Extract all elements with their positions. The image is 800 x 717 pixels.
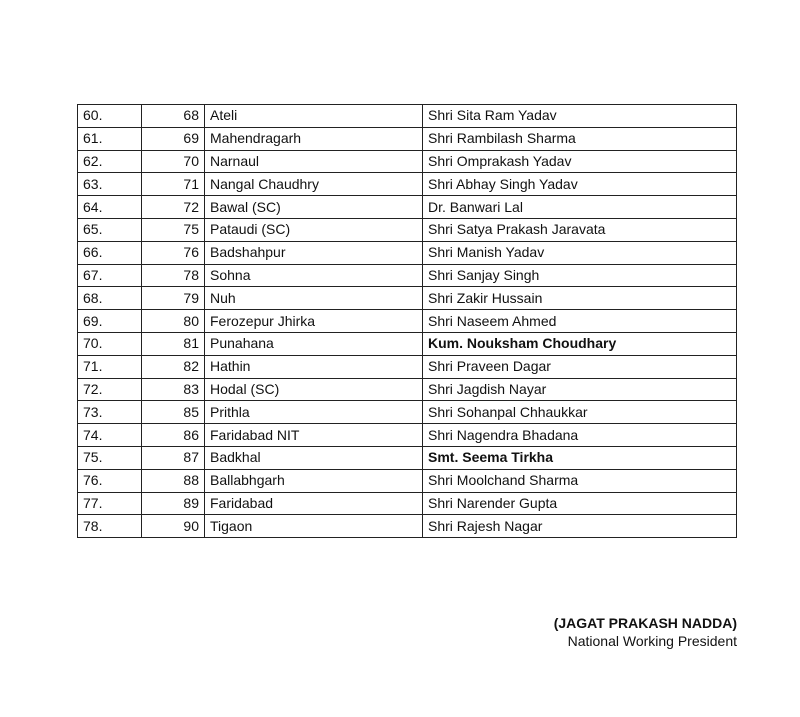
candidate-name: Shri Nagendra Bhadana: [423, 424, 737, 447]
constituency-number: 82: [142, 355, 205, 378]
table-row: [78, 355, 737, 378]
table-row: [78, 469, 737, 492]
candidate-name: Shri Moolchand Sharma: [423, 469, 737, 492]
constituency-name: Narnaul: [205, 150, 423, 173]
serial-number: 74.: [78, 424, 142, 447]
constituency-name: Bawal (SC): [205, 196, 423, 219]
serial-number: 78.: [78, 515, 142, 538]
constituency-name: Sohna: [205, 264, 423, 287]
constituency-name: Nuh: [205, 287, 423, 310]
constituency-number: 87: [142, 446, 205, 469]
constituency-name: Faridabad NIT: [205, 424, 423, 447]
constituency-name: Badshahpur: [205, 241, 423, 264]
table-row: [78, 173, 737, 196]
table-row: [78, 241, 737, 264]
candidate-name: Shri Abhay Singh Yadav: [423, 173, 737, 196]
table-row: [78, 424, 737, 447]
table-row: [78, 196, 737, 219]
constituency-number: 71: [142, 173, 205, 196]
table-row: [78, 218, 737, 241]
constituency-name: Badkhal: [205, 446, 423, 469]
table-row: [78, 127, 737, 150]
constituency-number: 89: [142, 492, 205, 515]
serial-number: 69.: [78, 310, 142, 333]
serial-number: 68.: [78, 287, 142, 310]
candidate-name: Shri Naseem Ahmed: [423, 310, 737, 333]
constituency-number: 83: [142, 378, 205, 401]
candidate-name: Dr. Banwari Lal: [423, 196, 737, 219]
constituency-number: 90: [142, 515, 205, 538]
serial-number: 71.: [78, 355, 142, 378]
table-row: [78, 310, 737, 333]
signature-block: [554, 614, 737, 650]
serial-number: 70.: [78, 332, 142, 355]
constituency-number: 70: [142, 150, 205, 173]
constituency-name: Hodal (SC): [205, 378, 423, 401]
candidate-name: Shri Omprakash Yadav: [423, 150, 737, 173]
table-row: [78, 287, 737, 310]
serial-number: 61.: [78, 127, 142, 150]
constituency-name: Tigaon: [205, 515, 423, 538]
constituency-number: 78: [142, 264, 205, 287]
constituency-name: Faridabad: [205, 492, 423, 515]
candidate-name: Shri Rambilash Sharma: [423, 127, 737, 150]
table-row: [78, 105, 737, 128]
candidate-name: Shri Narender Gupta: [423, 492, 737, 515]
candidate-name: Shri Satya Prakash Jaravata: [423, 218, 737, 241]
constituency-number: 85: [142, 401, 205, 424]
constituency-name: Ateli: [205, 105, 423, 128]
constituency-number: 76: [142, 241, 205, 264]
serial-number: 76.: [78, 469, 142, 492]
constituency-number: 72: [142, 196, 205, 219]
serial-number: 65.: [78, 218, 142, 241]
serial-number: 75.: [78, 446, 142, 469]
serial-number: 67.: [78, 264, 142, 287]
constituency-number: 75: [142, 218, 205, 241]
table-row: [78, 378, 737, 401]
constituency-name: Pataudi (SC): [205, 218, 423, 241]
constituency-name: Ballabhgarh: [205, 469, 423, 492]
serial-number: 64.: [78, 196, 142, 219]
table-row: [78, 401, 737, 424]
serial-number: 77.: [78, 492, 142, 515]
table-row: [78, 515, 737, 538]
candidate-name: Kum. Nouksham Choudhary: [423, 332, 737, 355]
serial-number: 60.: [78, 105, 142, 128]
constituency-number: 68: [142, 105, 205, 128]
candidate-name: Shri Jagdish Nayar: [423, 378, 737, 401]
table-row: [78, 332, 737, 355]
constituency-number: 69: [142, 127, 205, 150]
constituency-number: 88: [142, 469, 205, 492]
table-row: [78, 446, 737, 469]
table-row: [78, 150, 737, 173]
constituency-name: Mahendragarh: [205, 127, 423, 150]
candidate-name: Shri Sohanpal Chhaukkar: [423, 401, 737, 424]
serial-number: 63.: [78, 173, 142, 196]
signatory-name: (JAGAT PRAKASH NADDA): [553, 615, 737, 631]
constituency-number: 81: [142, 332, 205, 355]
serial-number: 66.: [78, 241, 142, 264]
signatory-title: National Working President: [567, 633, 737, 649]
candidate-table-body: [78, 105, 737, 538]
constituency-name: Punahana: [205, 332, 423, 355]
candidate-name: Smt. Seema Tirkha: [423, 446, 737, 469]
serial-number: 73.: [78, 401, 142, 424]
candidate-table: [77, 104, 737, 538]
serial-number: 72.: [78, 378, 142, 401]
candidate-name: Shri Manish Yadav: [423, 241, 737, 264]
table-row: [78, 264, 737, 287]
candidate-name: Shri Sita Ram Yadav: [423, 105, 737, 128]
serial-number: 62.: [78, 150, 142, 173]
candidate-name: Shri Sanjay Singh: [423, 264, 737, 287]
constituency-number: 79: [142, 287, 205, 310]
constituency-name: Ferozepur Jhirka: [205, 310, 423, 333]
constituency-name: Nangal Chaudhry: [205, 173, 423, 196]
constituency-name: Prithla: [205, 401, 423, 424]
constituency-number: 86: [142, 424, 205, 447]
constituency-name: Hathin: [205, 355, 423, 378]
candidate-name: Shri Rajesh Nagar: [423, 515, 737, 538]
constituency-number: 80: [142, 310, 205, 333]
candidate-name: Shri Zakir Hussain: [423, 287, 737, 310]
table-row: [78, 492, 737, 515]
candidate-name: Shri Praveen Dagar: [423, 355, 737, 378]
